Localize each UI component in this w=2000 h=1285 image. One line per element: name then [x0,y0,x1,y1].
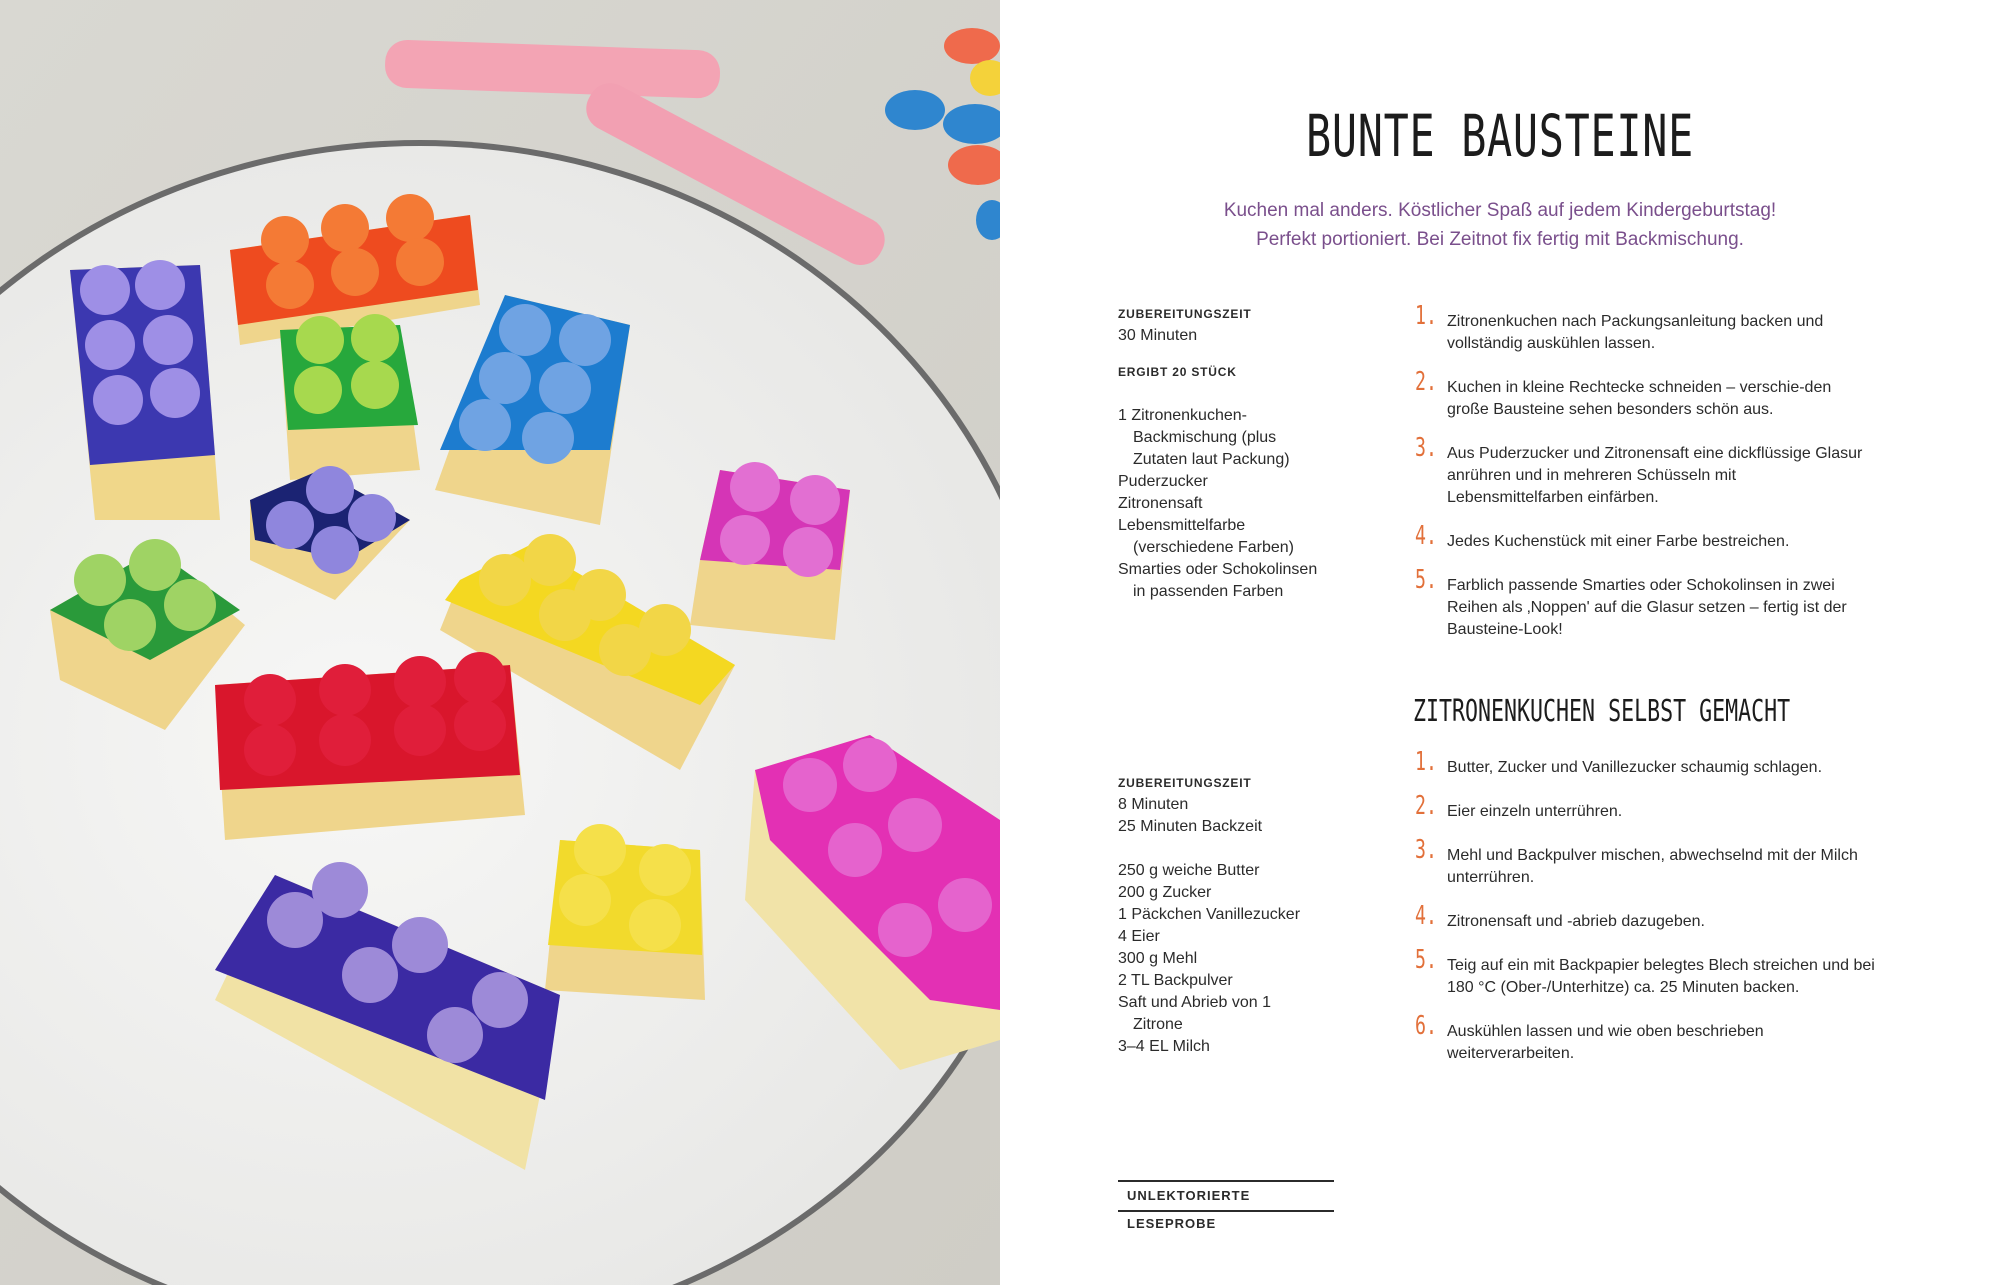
bake-time-value: 25 Minuten Backzeit [1118,818,1263,835]
ingredient: Saft und Abrieb von 1 [1118,994,1271,1011]
ingredient: 2 TL Backpulver [1118,972,1233,989]
ingredient: 1 Zitronenkuchen- [1118,407,1247,424]
step-text: Zitronenkuchen nach Packungsanleitung backen und vollständig auskühlen lassen. [1447,313,1824,352]
prep-time-label: ZUBEREITUNGSZEIT [1118,776,1252,790]
step-text: Jedes Kuchenstück mit einer Farbe bestreichen. [1447,533,1790,550]
ingredient: Backmischung (plus [1133,429,1277,446]
ingredient: 300 g Mehl [1118,950,1198,967]
prep-time-label: ZUBEREITUNGSZEIT [1118,307,1252,321]
brick-green-small [280,314,420,480]
ingredient: Zutaten laut Packung) [1133,451,1290,468]
step-text: Butter, Zucker und Vanillezucker schaumig schlagen. [1447,759,1823,776]
step-item [1415,791,1875,823]
brick-red [215,652,525,840]
step-number: 4. [1415,901,1437,931]
recipe-steps [1415,301,1875,663]
step-number: 1. [1415,301,1437,331]
step-text: Zitronensaft und -abrieb dazugeben. [1447,913,1705,930]
variant-meta [1118,772,1358,1058]
step-number: 5. [1415,945,1437,975]
step-item [1415,433,1875,509]
step-text: Eier einzeln unterrühren. [1447,803,1623,820]
step-item [1415,901,1875,933]
step-text: Aus Puderzucker und Zitronensaft eine dickflüssige Glasur anrühren und in mehreren Schüsseln mit Lebensmittelfarben einfärben. [1447,445,1863,506]
variant-steps [1415,747,1875,1087]
ingredient: Puderzucker [1118,473,1208,490]
step-number: 3. [1415,835,1437,865]
step-number: 6. [1415,1011,1437,1041]
step-item [1415,565,1875,641]
ingredient: 3–4 EL Milch [1118,1038,1210,1055]
step-item [1415,367,1875,421]
step-text: Auskühlen lassen und wie oben beschrieben weiterverarbeiten. [1447,1023,1764,1062]
preview-tag: UNLEKTORIERTE LESEPROBE [1118,1180,1334,1212]
prep-time-value: 8 Minuten [1118,796,1189,813]
ingredient: Lebensmittelfarbe [1118,517,1246,534]
step-item [1415,1011,1875,1065]
subtitle-line: Kuchen mal anders. Köstlicher Spaß auf jedem Kindergeburtstag! [1223,200,1777,221]
brick-yellow-small [545,824,705,1000]
ingredient: Smarties oder Schokolinsen [1118,561,1318,578]
step-number: 4. [1415,521,1437,551]
variant-heading: ZITRONENKUCHEN SELBST GEMACHT [1413,694,1791,729]
subtitle-line: Perfekt portioniert. Bei Zeitnot fix fertig mit Backmischung. [1256,229,1744,250]
ingredient: 250 g weiche Butter [1118,862,1260,879]
step-text: Teig auf ein mit Backpapier belegtes Blech streichen und bei 180 °C (Ober-/Unterhitze) ca. 25 Minuten backen. [1447,957,1875,996]
step-number: 3. [1415,433,1437,463]
step-item [1415,301,1875,355]
step-text: Mehl und Backpulver mischen, abwechselnd mit der Milch unterrühren. [1447,847,1858,886]
step-item [1415,521,1875,553]
step-item [1415,747,1875,779]
ingredient: Zitronensaft [1118,495,1203,512]
ingredient: in passenden Farben [1133,583,1284,600]
step-item [1415,835,1875,889]
ingredient: Zitrone [1133,1016,1183,1033]
ingredient: 200 g Zucker [1118,884,1212,901]
step-number: 5. [1415,565,1437,595]
step-number: 1. [1415,747,1437,777]
ingredient: 1 Päckchen Vanillezucker [1118,906,1301,923]
step-number: 2. [1415,791,1437,821]
recipe-meta [1118,303,1358,603]
yield-label: ERGIBT 20 STÜCK [1118,365,1237,379]
recipe-subtitle [1100,196,1900,254]
step-text: Kuchen in kleine Rechtecke schneiden – verschie-den große Bausteine sehen besonders schön aus. [1447,379,1832,418]
ingredient: 4 Eier [1118,928,1160,945]
step-number: 2. [1415,367,1437,397]
ingredient: (verschiedene Farben) [1133,539,1294,556]
brick-purple-tall [70,260,220,520]
step-text: Farblich passende Smarties oder Schokolinsen in zwei Reihen als ‚Noppen' auf die Glasur setzen – fertig ist der Bausteine-Look! [1447,577,1847,638]
step-item [1415,945,1875,999]
recipe-page [1000,0,2000,1285]
recipe-title: BUNTE BAUSTEINE [1306,102,1694,170]
prep-time-value: 30 Minuten [1118,327,1198,344]
